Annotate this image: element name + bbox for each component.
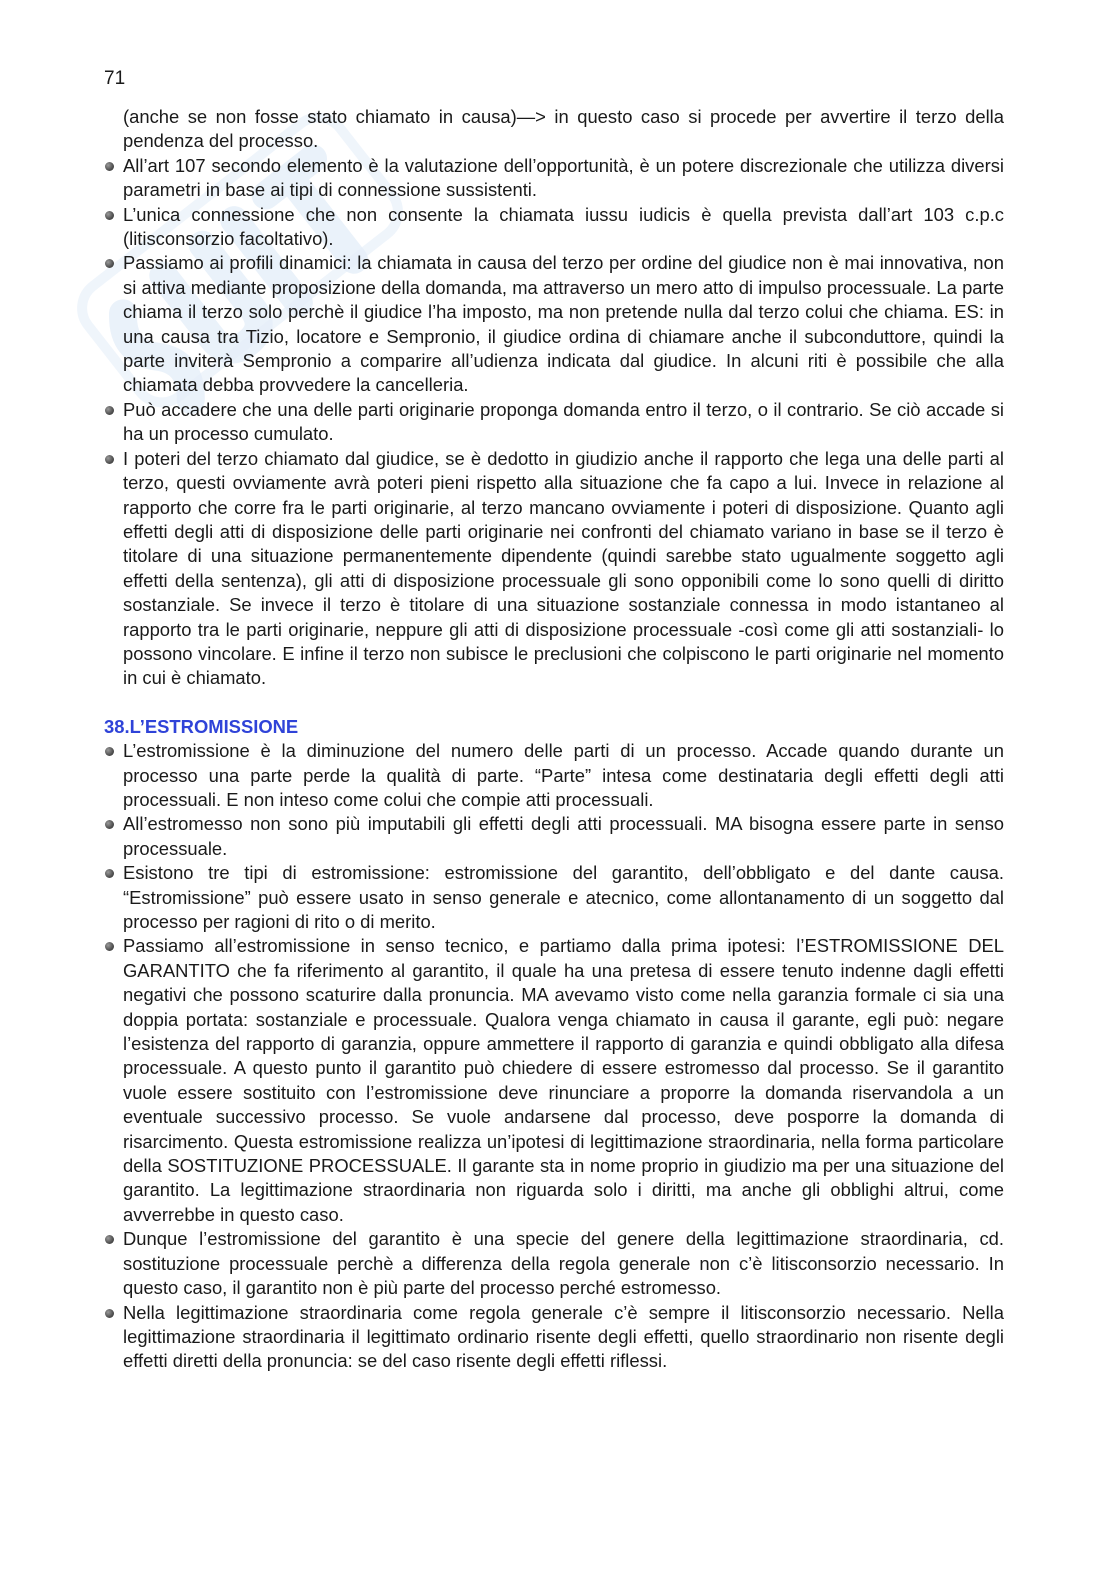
bullet-list-a	[104, 154, 1004, 691]
document-body	[104, 105, 1004, 1374]
list-item: Passiamo all’estromissione in senso tecnico, e partiamo dalla prima ipotesi: l’ESTROMISSIONE DEL GARANTITO che fa riferimento al garantito, il quale ha una pretesa di essere tenuto indenne dagli effetti negativi che possono scaturire dalla pronuncia. MA avevamo visto come nella garanzia formale ci sia una doppia portata: sostanziale e processuale. Qualora venga chiamato in causa il garante, egli può: negare l’esistenza del rapporto di garanzia, oppure ammettere il rapporto di garanzia e quindi obbligato alla difesa processuale. A questo punto il garantito può chiedere di essere estromesso dal processo. Se il garantito vuole essere sostituito con l’estromissione deve rinunciare a proporre la domanda riservandola a un eventuale successivo processo. Se vuole andarsene dal processo, deve posporre la domanda di risarcimento. Questa estromissione realizza un’ipotesi di legittimazione straordinaria, nella forma particolare della SOSTITUZIONE PROCESSUALE. Il garante sta in nome proprio in giudizio ma per una situazione del garantito. La legittimazione straordinaria non riguarda solo i diritti, ma anche gli obblighi altrui, come avverrebbe in questo caso.	[104, 934, 1004, 1227]
bullet-icon	[105, 942, 114, 951]
list-item: Può accadere che una delle parti originarie proponga domanda entro il terzo, o il contrario. Se ciò accade si ha un processo cumulato.	[104, 398, 1004, 447]
intro-continuation: (anche se non fosse stato chiamato in causa)—> in questo caso si procede per avvertire il terzo della pendenza del processo.	[123, 106, 1004, 152]
bullet-icon	[105, 869, 114, 878]
list-item: Esistono tre tipi di estromissione: estromissione del garantito, dell’obbligato e del dante causa. “Estromissione” può essere usato in senso generale e atecnico, come allontanamento di un soggetto dal processo per ragioni di rito o di merito.	[104, 861, 1004, 934]
list-item: L’unica connessione che non consente la chiamata iussu iudicis è quella prevista dall’art 103 c.p.c (litisconsorzio facoltativo).	[104, 203, 1004, 252]
bullet-icon	[105, 820, 114, 829]
list-item: Dunque l’estromissione del garantito è una specie del genere della legittimazione straordinaria, cd. sostituzione processuale perchè a differenza della regola generale non c’è litisconsorzio necessario. In questo caso, il garantito non è più parte del processo perché estromesso.	[104, 1227, 1004, 1300]
bullet-icon	[105, 162, 114, 171]
page-number: 71	[104, 68, 126, 89]
bullet-icon	[105, 1309, 114, 1318]
bullet-icon	[105, 211, 114, 220]
list-item: I poteri del terzo chiamato dal giudice, se è dedotto in giudizio anche il rapporto che lega una delle parti al terzo, questi ovviamente avrà poteri pieni rispetto alla situazione che fa capo a lui. Invece in relazione al rapporto che corre fra le parti originarie, al terzo mancano ovviamente i poteri di disposizione. Quanto agli effetti degli atti di disposizione delle parti originarie nei confronti del chiamato variano in base se il terzo è titolare di una situazione permanentemente dipendente (quindi sarebbe stato ugualmente soggetto agli effetti della sentenza), gli atti di disposizione processuale gli sono opponibili come lo sono quelli di diritto sostanziale. Se invece il terzo è titolare di una situazione sostanziale connessa in modo istantaneo al rapporto tra le parti originarie, neppure gli atti di disposizione processuale -così come gli atti sostanziali- lo possono vincolare. E infine il terzo non subisce le preclusioni che colpiscono le parti originarie nel momento in cui è chiamato.	[104, 447, 1004, 691]
list-item: Passiamo ai profili dinamici: la chiamata in causa del terzo per ordine del giudice non è mai innovativa, non si attiva mediante proposizione della domanda, ma attraverso un mero atto di impulso processuale. La parte chiama il terzo solo perchè il giudice l’ha imposto, ma non pretende nulla dal terzo colui che chiama. ES: in una causa tra Tizio, locatore e Sempronio, il giudice ordina di chiamare anche il subconduttore, quindi la parte inviterà Sempronio a comparire all’udienza indicata dal giudice. In alcuni riti è possibile che alla chiamata debba provvedere la cancelleria.	[104, 251, 1004, 397]
bullet-list-b	[104, 739, 1004, 1374]
bullet-icon	[105, 455, 114, 464]
list-item: Nella legittimazione straordinaria come regola generale c’è sempre il litisconsorzio necessario. Nella legittimazione straordinaria il legittimato ordinario risente degli effetti, quello straordinario non risente degli effetti diretti della pronuncia: se del caso risente degli effetti riflessi.	[104, 1301, 1004, 1374]
list-item: All’art 107 secondo elemento è la valutazione dell’opportunità, è un potere discrezionale che utilizza diversi parametri in base ai tipi di connessione sussistenti.	[104, 154, 1004, 203]
bullet-icon	[105, 259, 114, 268]
list-item: L’estromissione è la diminuzione del numero delle parti di un processo. Accade quando durante un processo una parte perde la qualità di parte. “Parte” intesa come destinataria degli effetti degli atti processuali. E non inteso come colui che compie atti processuali.	[104, 739, 1004, 812]
list-item: All’estromesso non sono più imputabili gli effetti degli atti processuali. MA bisogna essere parte in senso processuale.	[104, 812, 1004, 861]
bullet-icon	[105, 747, 114, 756]
bullet-icon	[105, 1235, 114, 1244]
section-heading: 38.L’ESTROMISSIONE	[104, 715, 299, 737]
bullet-icon	[105, 406, 114, 415]
